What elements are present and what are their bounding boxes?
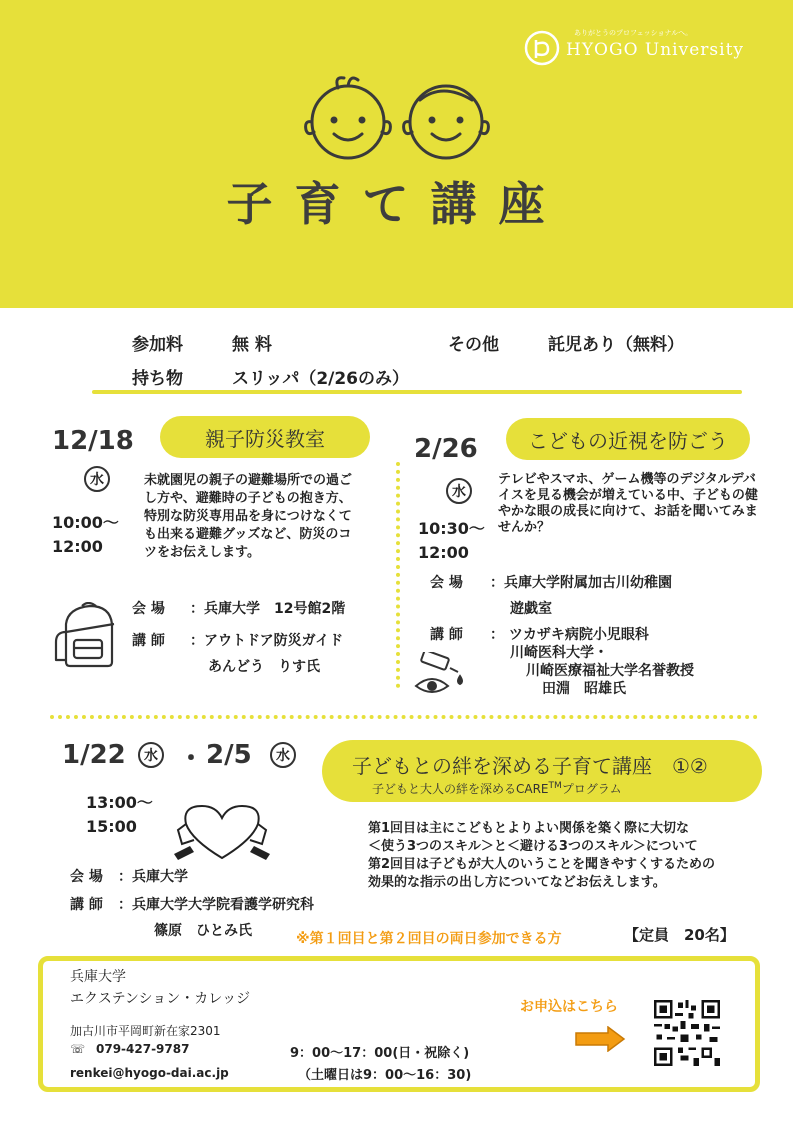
event3-separator: ・ xyxy=(178,744,205,774)
university-emblem-icon xyxy=(524,30,560,66)
event2-venue-value: ：兵庫大学附属加古川幼稚園 xyxy=(490,575,672,591)
qr-code-icon[interactable] xyxy=(654,1000,720,1066)
event2-lecturer-name: 田淵 昭雄氏 xyxy=(542,681,626,697)
event3-subtitle-tail: プログラム xyxy=(561,782,622,796)
baby-faces-icon xyxy=(302,72,492,164)
backpack-icon xyxy=(52,602,122,670)
page-title: 子育て講座 xyxy=(226,177,567,231)
other-value: 託児あり（無料） xyxy=(548,335,684,355)
vertical-dotted-divider xyxy=(396,462,400,688)
event3-subtitle-text: 子どもと大人の絆を深めるCARE xyxy=(372,782,549,796)
event2-title: こどもの近視を防ごう xyxy=(506,418,750,460)
event2-lecturer-line2: 川崎医科大学・ xyxy=(510,645,608,661)
heart-hands-icon xyxy=(172,800,272,864)
event3-description-2: ＜使う3つのスキル＞と＜避ける3つのスキル＞について xyxy=(368,839,698,854)
event3-date2: 2/5 xyxy=(206,740,252,770)
phone-icon: ☏ xyxy=(70,1042,86,1056)
event2-date: 2/26 xyxy=(414,434,478,464)
fee-value: 無 料 xyxy=(232,335,272,355)
event1-description: 未就園児の親子の避難場所での過ごし方や、避難時の子どもの抱き方、特別な防災専用品を身につけなくても出来る避難グッズなど、防災のコツをお伝えします。 xyxy=(144,473,353,560)
event1-lecturer-value: ：アウトドア防災ガイド xyxy=(190,633,344,649)
event3-description-1: 第1回目は主にこどもとよりよい関係を築く際に大切な xyxy=(368,821,690,836)
event1-venue-label: 会 場 xyxy=(132,601,165,617)
eye-drops-icon xyxy=(414,652,466,696)
logo-name: HYOGO University xyxy=(566,40,745,60)
event3-venue-label: 会 場 xyxy=(70,869,103,885)
event1-time-start: 10:00〜 xyxy=(52,513,119,532)
other-label: その他 xyxy=(448,335,499,355)
apply-label: お申込はこちら xyxy=(520,999,618,1015)
contact-org: 兵庫大学 xyxy=(70,969,126,985)
logo-tagline: ありがとうのプロフェッショナルへ。 xyxy=(574,29,693,37)
event2-lecturer-label: 講 師 xyxy=(430,627,463,643)
event3-subtitle-tm: TM xyxy=(548,781,562,791)
contact-dept: エクステンション・カレッジ xyxy=(70,991,251,1007)
event1-weekday: 水 xyxy=(84,466,110,492)
event2-time-start: 10:30〜 xyxy=(418,519,485,538)
contact-tel[interactable]: 079-427-9787 xyxy=(96,1042,190,1056)
info-divider xyxy=(92,390,742,394)
contact-address: 加古川市平岡町新在家2301 xyxy=(70,1024,221,1038)
event3-title: 子どもとの絆を深める子育て講座 ①② xyxy=(352,754,708,778)
event3-date1: 1/22 xyxy=(62,740,126,770)
event1-title: 親子防災教室 xyxy=(160,416,370,458)
event3-lecturer-name: 篠原 ひとみ氏 xyxy=(154,923,252,939)
event3-lecturer-value: ：兵庫大学大学院看護学研究科 xyxy=(118,897,314,913)
event3-weekday1: 水 xyxy=(138,742,164,768)
event2-description: テレビやスマホ、ゲーム機等のデジタルデバイスを見る機会が増えている中、子どもの健やかな眼の成長に向けて、お話を聞いてみませんか？ xyxy=(498,472,758,535)
event2-lecturer-line3: 川崎医療福祉大学名誉教授 xyxy=(526,663,694,679)
event2-weekday: 水 xyxy=(446,478,472,504)
fee-label: 参加料 xyxy=(132,335,183,355)
contact-hours-2: （土曜日は9：00〜16：30) xyxy=(298,1068,472,1083)
event1-time-end: 12:00 xyxy=(52,537,103,556)
event2-venue-value2: 遊戯室 xyxy=(510,601,552,617)
event3-capacity: 【定員 20名】 xyxy=(624,926,735,944)
event1-venue-value: ：兵庫大学 12号館2階 xyxy=(190,601,346,617)
event3-venue-value: ：兵庫大学 xyxy=(118,869,188,885)
event3-note: ※第１回目と第２回目の両日参加できる方 xyxy=(296,931,562,947)
contact-hours-1: 9：00〜17：00(日・祝除く) xyxy=(290,1046,470,1061)
event3-description-4: 効果的な指示の出し方についてなどお伝えします。 xyxy=(368,875,666,890)
event2-time-end: 12:00 xyxy=(418,543,469,562)
event3-lecturer-label: 講 師 xyxy=(70,897,103,913)
horizontal-dotted-divider xyxy=(50,715,758,719)
event1-date: 12/18 xyxy=(52,426,134,456)
event3-subtitle xyxy=(372,780,622,797)
contact-email[interactable]: renkei@hyogo-dai.ac.jp xyxy=(70,1066,229,1080)
event3-time-start: 13:00〜 xyxy=(86,793,153,812)
event1-lecturer-name: あんどう りす氏 xyxy=(208,659,320,675)
event2-lecturer-line1: ： ツカザキ病院小児眼科 xyxy=(490,627,649,643)
event1-lecturer-label: 講 師 xyxy=(132,633,165,649)
bring-value: スリッパ（2/26のみ） xyxy=(232,369,410,389)
event3-description-3: 第2回目は子どもが大人のいうことを聞きやすくするための xyxy=(368,857,716,872)
event3-time-end: 15:00 xyxy=(86,817,137,836)
event3-weekday2: 水 xyxy=(270,742,296,768)
bring-label: 持ち物 xyxy=(132,369,183,389)
event2-venue-label: 会 場 xyxy=(430,575,463,591)
hyogo-university-logo[interactable] xyxy=(524,28,754,68)
arrow-right-icon xyxy=(574,1026,626,1052)
